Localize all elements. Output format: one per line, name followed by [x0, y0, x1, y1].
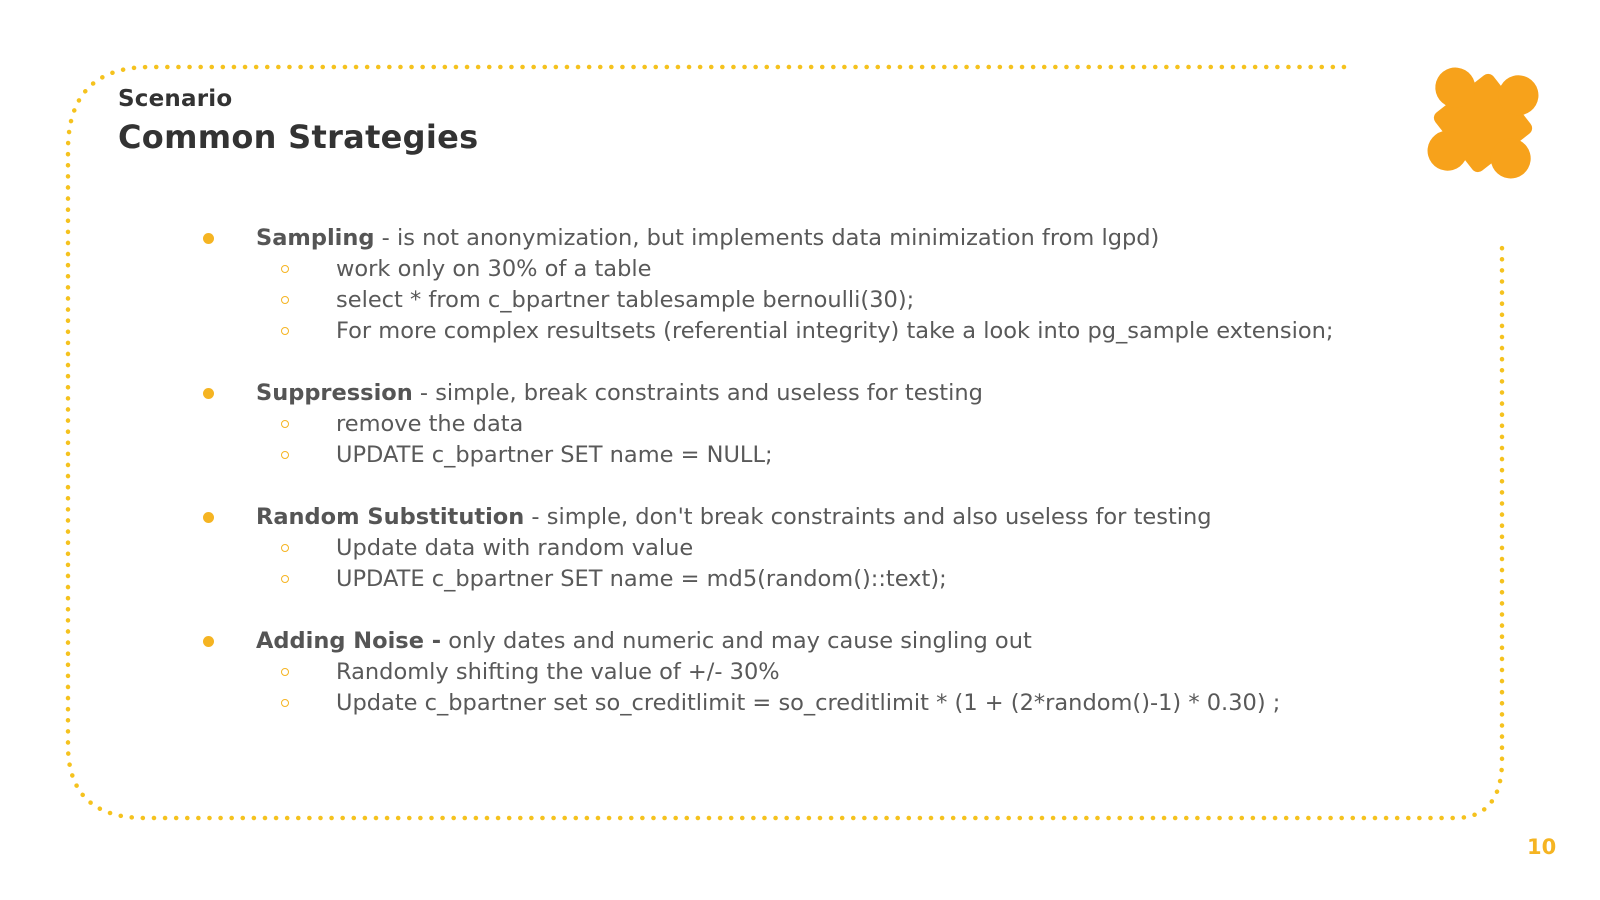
slide-title: Common Strategies [118, 118, 479, 156]
page-number: 10 [1527, 835, 1557, 859]
sub-list [200, 254, 1340, 347]
sub-item-text: UPDATE c_bpartner SET name = NULL; [336, 442, 773, 468]
strategy-row [200, 377, 1340, 409]
bullet-dot-icon [203, 636, 214, 647]
sub-item-text: Update c_bpartner set so_creditlimit = so_creditlimit * (1 + (2*random()-1) * 0.30) ; [336, 690, 1281, 716]
strategy-row [200, 222, 1340, 254]
strategy-row [200, 501, 1340, 533]
sub-item [200, 440, 1340, 471]
hollow-bullet-icon [281, 668, 289, 676]
sub-item-text: UPDATE c_bpartner SET name = md5(random()::text); [336, 566, 947, 592]
strategy-row [200, 625, 1340, 657]
strategy-item [200, 625, 1340, 719]
sub-item-text: work only on 30% of a table [336, 256, 652, 282]
sub-list [200, 533, 1340, 595]
sub-list [200, 409, 1340, 471]
strategy-list [200, 222, 1340, 749]
sub-item [200, 254, 1340, 285]
strategy-label: Suppression [256, 380, 413, 406]
sub-item [200, 316, 1340, 347]
strategy-item [200, 501, 1340, 595]
puzzle-piece-icon [1408, 48, 1558, 198]
sub-item [200, 533, 1340, 564]
strategy-description: is not anonymization, but implements data minimization from lgpd) [396, 225, 1160, 251]
sub-item-text: For more complex resultsets (referential integrity) take a look into pg_sample extension; [336, 318, 1334, 344]
hollow-bullet-icon [281, 699, 289, 707]
strategy-item [200, 222, 1340, 347]
strategy-description: only dates and numeric and may cause singling out [448, 628, 1032, 654]
strategy-label: Random Substitution [256, 504, 525, 530]
sub-item [200, 409, 1340, 440]
sub-item-text: Randomly shifting the value of +/- 30% [336, 659, 780, 685]
strategy-description: simple, break constraints and useless for testing [435, 380, 983, 406]
sub-item [200, 564, 1340, 595]
sub-item-text: Update data with random value [336, 535, 694, 561]
sub-item [200, 285, 1340, 316]
slide-kicker: Scenario [118, 86, 233, 112]
strategy-item [200, 377, 1340, 471]
hollow-bullet-icon [281, 544, 289, 552]
sub-item-text: remove the data [336, 411, 524, 437]
hollow-bullet-icon [281, 327, 289, 335]
hollow-bullet-icon [281, 575, 289, 583]
strategy-separator: - [412, 380, 436, 406]
hollow-bullet-icon [281, 451, 289, 459]
hollow-bullet-icon [281, 265, 289, 273]
strategy-description: simple, don't break constraints and also useless for testing [546, 504, 1212, 530]
sub-item-text: select * from c_bpartner tablesample bernoulli(30); [336, 287, 915, 313]
strategy-label: Sampling [256, 225, 375, 251]
hollow-bullet-icon [281, 420, 289, 428]
hollow-bullet-icon [281, 296, 289, 304]
strategy-label: Adding Noise - [256, 628, 442, 654]
sub-item [200, 657, 1340, 688]
bullet-dot-icon [203, 233, 214, 244]
bullet-dot-icon [203, 388, 214, 399]
bullet-dot-icon [203, 512, 214, 523]
strategy-separator: - [524, 504, 547, 530]
sub-list [200, 657, 1340, 719]
strategy-separator: - [374, 225, 397, 251]
sub-item [200, 688, 1340, 719]
